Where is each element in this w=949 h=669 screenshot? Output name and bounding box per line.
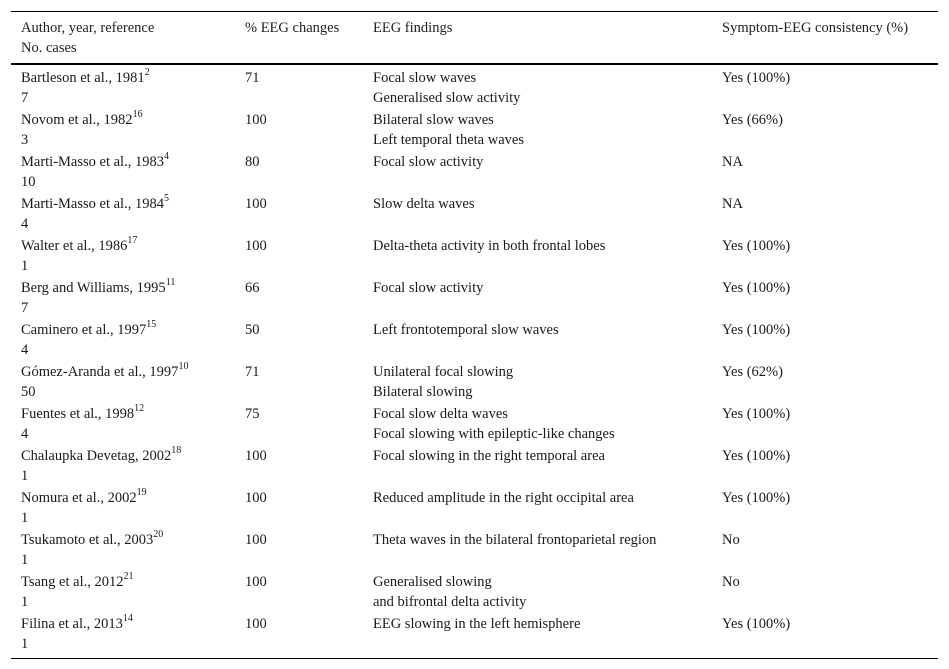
reference-number: 19: [136, 487, 147, 499]
cell-eeg-findings: [363, 277, 712, 319]
cell-author: [11, 403, 235, 445]
cell-eeg-changes: 66: [245, 280, 260, 296]
author-name: [21, 152, 235, 172]
case-count: 7: [21, 300, 29, 316]
author-text: Tsukamoto et al., 2003: [21, 532, 154, 548]
cell-author: [11, 277, 235, 319]
case-count: 1: [21, 258, 29, 274]
table-row: [11, 109, 938, 151]
cell-eeg-findings: [363, 571, 712, 613]
finding-line: Bilateral slow waves: [373, 112, 494, 128]
finding-line: Focal slowing in the right temporal area: [373, 448, 605, 464]
cell-author: [11, 151, 235, 193]
case-count: 3: [21, 132, 29, 148]
table-row: [11, 64, 938, 109]
cell-consistency: NA: [722, 154, 743, 170]
cell-eeg-changes: 100: [245, 574, 267, 590]
cell-consistency: Yes (100%): [722, 70, 791, 86]
cell-eeg-changes: 100: [245, 196, 267, 212]
case-count: 1: [21, 468, 29, 484]
finding-line: Focal slow waves: [373, 70, 477, 86]
table-row: [11, 403, 938, 445]
finding-line: Focal slow activity: [373, 280, 484, 296]
eeg-studies-table: [11, 11, 938, 659]
case-count: 50: [21, 384, 36, 400]
cell-author: [11, 109, 235, 151]
finding-line: Generalised slow activity: [373, 90, 521, 106]
finding-line: Generalised slowing: [373, 574, 492, 590]
author-name: [21, 110, 235, 130]
cell-eeg-findings: [363, 109, 712, 151]
finding-line: Slow delta waves: [373, 196, 475, 212]
author-name: [21, 194, 235, 214]
case-count: 1: [21, 594, 29, 610]
reference-number: 4: [163, 151, 169, 163]
reference-number: 21: [123, 571, 134, 583]
case-count: 1: [21, 552, 29, 568]
author-name: [21, 320, 235, 340]
cell-consistency: Yes (100%): [722, 322, 791, 338]
author-name: [21, 488, 235, 508]
case-count: 4: [21, 342, 29, 358]
reference-number: 15: [146, 319, 157, 331]
cell-eeg-changes: 100: [245, 112, 267, 128]
cell-eeg-findings: [363, 64, 712, 109]
reference-number: 12: [134, 403, 145, 415]
cell-eeg-findings: [363, 613, 712, 659]
reference-number: 10: [178, 361, 189, 373]
author-text: Gómez-Aranda et al., 1997: [21, 364, 179, 380]
cell-eeg-findings: [363, 151, 712, 193]
header-eeg-changes: % EEG changes: [245, 20, 340, 36]
reference-number: 20: [153, 529, 164, 541]
cell-author: [11, 193, 235, 235]
cell-consistency: Yes (100%): [722, 238, 791, 254]
table-row: [11, 571, 938, 613]
author-name: [21, 614, 235, 634]
cell-author: [11, 64, 235, 109]
cell-consistency: Yes (100%): [722, 406, 791, 422]
reference-number: 17: [127, 235, 138, 247]
reference-number: 16: [132, 109, 143, 121]
header-eeg-findings: EEG findings: [373, 20, 453, 36]
finding-line: EEG slowing in the left hemisphere: [373, 616, 581, 632]
header-author: [11, 12, 235, 65]
finding-line: and bifrontal delta activity: [373, 594, 527, 610]
cell-author: [11, 361, 235, 403]
cell-eeg-changes: 100: [245, 490, 267, 506]
author-name: [21, 278, 235, 298]
finding-line: Theta waves in the bilateral frontoparietal region: [373, 532, 657, 548]
table-body: [11, 64, 938, 659]
case-count: 4: [21, 426, 29, 442]
cell-eeg-findings: [363, 361, 712, 403]
cell-eeg-findings: [363, 487, 712, 529]
author-text: Novom et al., 1982: [21, 112, 133, 128]
author-name: [21, 68, 235, 88]
table-row: [11, 151, 938, 193]
table-row: [11, 193, 938, 235]
case-count: 7: [21, 90, 29, 106]
cell-eeg-changes: 71: [245, 364, 260, 380]
cell-eeg-changes: 80: [245, 154, 260, 170]
cell-eeg-findings: [363, 403, 712, 445]
finding-line: Unilateral focal slowing: [373, 364, 514, 380]
cell-eeg-changes: 71: [245, 70, 260, 86]
author-text: Bartleson et al., 1981: [21, 70, 145, 86]
header-author-line1: Author, year, reference: [21, 20, 155, 36]
author-name: [21, 572, 235, 592]
reference-number: 11: [165, 277, 176, 289]
table-row: [11, 361, 938, 403]
cell-eeg-changes: 100: [245, 238, 267, 254]
cell-consistency: Yes (62%): [722, 364, 783, 380]
author-name: [21, 236, 235, 256]
table-row: [11, 319, 938, 361]
cell-eeg-findings: [363, 529, 712, 571]
cell-consistency: No: [722, 574, 740, 590]
cell-author: [11, 571, 235, 613]
cell-author: [11, 319, 235, 361]
cell-author: [11, 487, 235, 529]
case-count: 1: [21, 636, 29, 652]
table-row: [11, 445, 938, 487]
author-text: Caminero et al., 1997: [21, 322, 147, 338]
eeg-studies-table-container: [11, 11, 938, 659]
cell-consistency: Yes (100%): [722, 280, 791, 296]
author-name: [21, 404, 235, 424]
case-count: 10: [21, 174, 36, 190]
table-header: [11, 12, 938, 65]
cell-consistency: Yes (100%): [722, 490, 791, 506]
author-name: [21, 362, 235, 382]
case-count: 4: [21, 216, 29, 232]
header-consistency: Symptom-EEG consistency (%): [722, 20, 909, 36]
cell-eeg-findings: [363, 193, 712, 235]
cell-eeg-changes: 75: [245, 406, 260, 422]
cell-consistency: No: [722, 532, 740, 548]
cell-eeg-changes: 100: [245, 448, 267, 464]
finding-line: Left temporal theta waves: [373, 132, 524, 148]
cell-consistency: NA: [722, 196, 743, 212]
finding-line: Focal slow delta waves: [373, 406, 508, 422]
finding-line: Reduced amplitude in the right occipital area: [373, 490, 634, 506]
cell-eeg-changes: 50: [245, 322, 260, 338]
finding-line: Focal slowing with epileptic-like changes: [373, 426, 615, 442]
cell-consistency: Yes (100%): [722, 616, 791, 632]
cell-author: [11, 235, 235, 277]
cell-author: [11, 445, 235, 487]
table-row: [11, 277, 938, 319]
reference-number: 2: [144, 67, 150, 79]
cell-consistency: Yes (100%): [722, 448, 791, 464]
table-row: [11, 613, 938, 659]
author-name: [21, 446, 235, 466]
case-count: 1: [21, 510, 29, 526]
table-row: [11, 529, 938, 571]
cell-author: [11, 613, 235, 659]
table-row: [11, 487, 938, 529]
author-text: Fuentes et al., 1998: [21, 406, 135, 422]
reference-number: 5: [163, 193, 169, 205]
cell-eeg-changes: 100: [245, 532, 267, 548]
author-text: Nomura et al., 2002: [21, 490, 137, 506]
reference-number: 14: [122, 613, 133, 625]
author-text: Tsang et al., 2012: [21, 574, 124, 590]
cell-author: [11, 529, 235, 571]
author-text: Berg and Williams, 1995: [21, 280, 166, 296]
finding-line: Left frontotemporal slow waves: [373, 322, 559, 338]
cell-eeg-findings: [363, 445, 712, 487]
table-row: [11, 235, 938, 277]
cell-consistency: Yes (66%): [722, 112, 783, 128]
author-name: [21, 530, 235, 550]
cell-eeg-findings: [363, 235, 712, 277]
header-author-line2: No. cases: [21, 40, 77, 56]
finding-line: Delta-theta activity in both frontal lobes: [373, 238, 606, 254]
finding-line: Focal slow activity: [373, 154, 484, 170]
cell-eeg-findings: [363, 319, 712, 361]
header-row: [11, 12, 938, 65]
author-text: Chalaupka Devetag, 2002: [21, 448, 172, 464]
finding-line: Bilateral slowing: [373, 384, 473, 400]
author-text: Walter et al., 1986: [21, 238, 128, 254]
cell-eeg-changes: 100: [245, 616, 267, 632]
author-text: Marti-Masso et al., 1983: [21, 154, 164, 170]
author-text: Filina et al., 2013: [21, 616, 123, 632]
reference-number: 18: [171, 445, 182, 457]
author-text: Marti-Masso et al., 1984: [21, 196, 164, 212]
